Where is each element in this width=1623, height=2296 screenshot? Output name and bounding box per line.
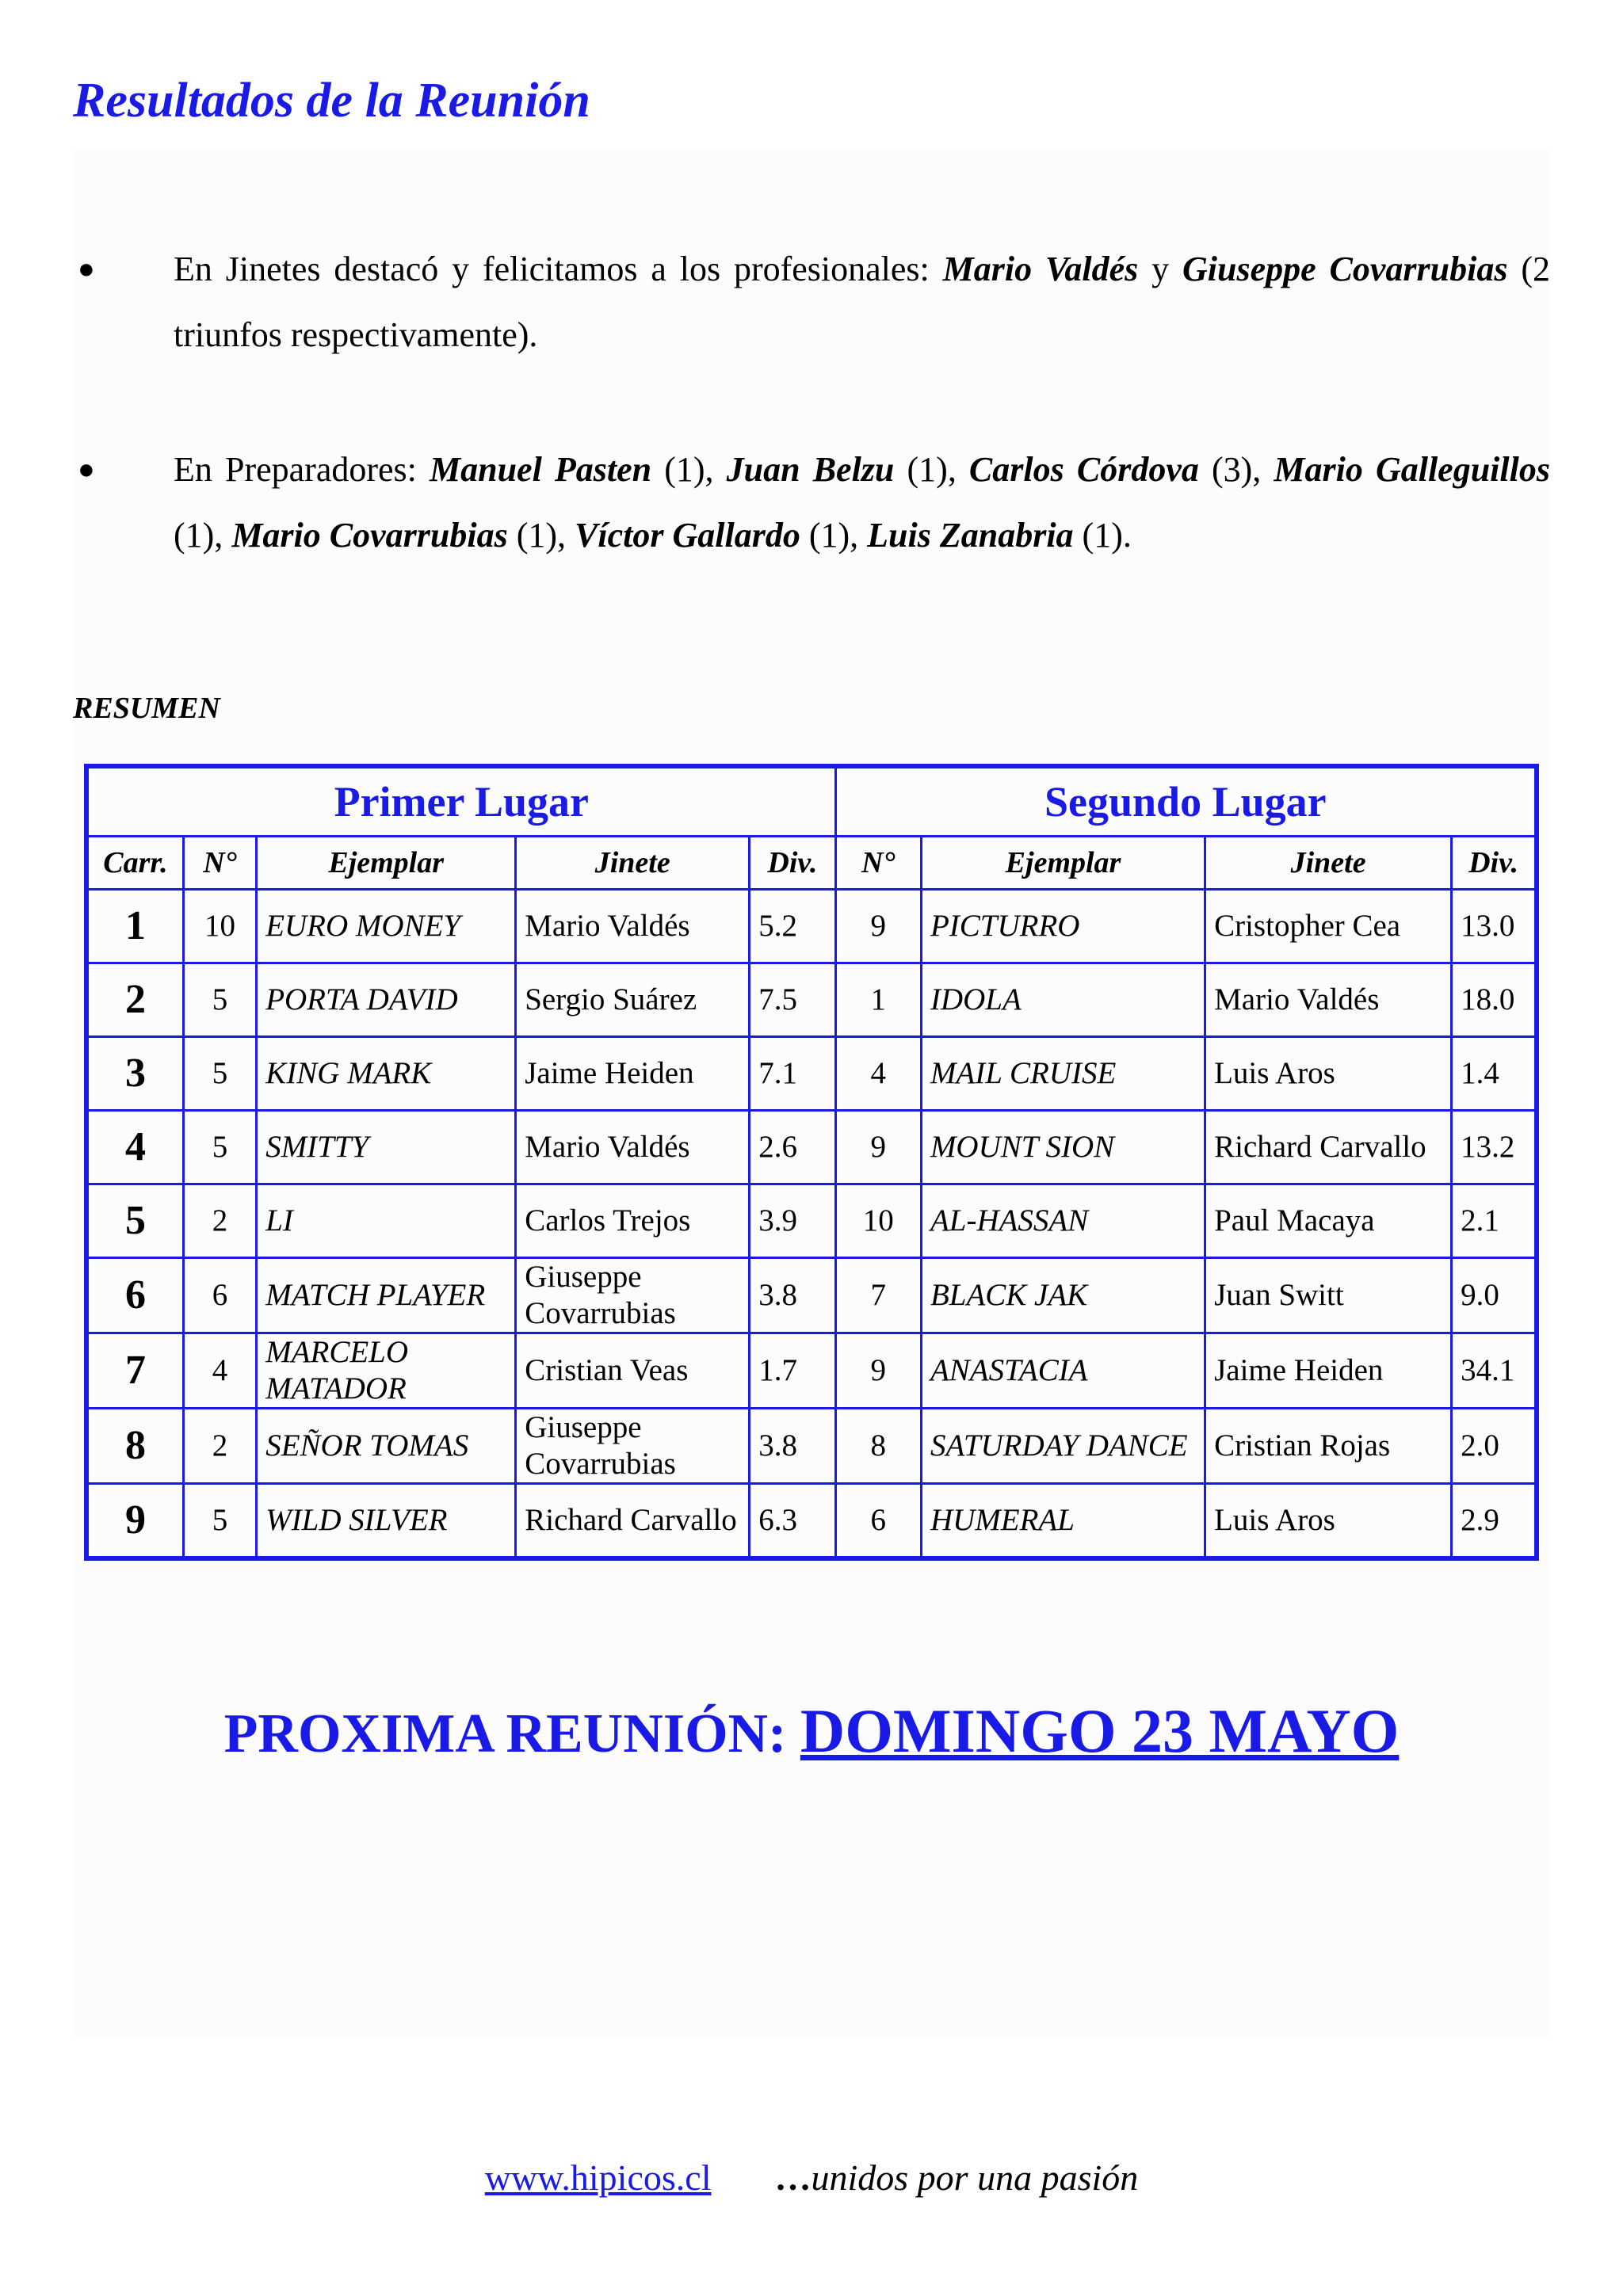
jockey-name: Giuseppe Covarrubias — [1182, 250, 1508, 288]
preparadores-paragraph — [73, 437, 1550, 568]
table-row — [86, 1037, 1537, 1111]
second-horse-cell: MAIL CRUISE — [921, 1037, 1205, 1111]
second-horse-cell: MOUNT SION — [921, 1111, 1205, 1184]
second-jockey-cell: Juan Switt — [1205, 1258, 1452, 1333]
first-jockey-cell: Cristian Veas — [516, 1333, 750, 1409]
table-row — [86, 1184, 1537, 1258]
second-jockey-cell: Paul Macaya — [1205, 1184, 1452, 1258]
col-jinete: Jinete — [1205, 837, 1452, 890]
second-dividend-cell: 18.0 — [1452, 963, 1537, 1037]
second-number-cell: 6 — [835, 1484, 921, 1559]
col-jinete: Jinete — [516, 837, 750, 890]
second-dividend-cell: 2.0 — [1452, 1409, 1537, 1484]
table-row — [86, 1484, 1537, 1559]
col-num: N° — [835, 837, 921, 890]
table-row — [86, 963, 1537, 1037]
race-number-cell: 5 — [86, 1184, 183, 1258]
first-dividend-cell: 3.8 — [750, 1258, 835, 1333]
col-ejemplar: Ejemplar — [257, 837, 516, 890]
col-div: Div. — [1452, 837, 1537, 890]
first-number-cell: 2 — [183, 1409, 256, 1484]
second-number-cell: 8 — [835, 1409, 921, 1484]
results-table — [84, 764, 1539, 1561]
second-number-cell: 10 — [835, 1184, 921, 1258]
race-number-cell: 1 — [86, 890, 183, 963]
first-number-cell: 5 — [183, 963, 256, 1037]
first-jockey-cell: Jaime Heiden — [516, 1037, 750, 1111]
first-number-cell: 10 — [183, 890, 256, 963]
first-horse-cell: PORTA DAVID — [257, 963, 516, 1037]
first-number-cell: 6 — [183, 1258, 256, 1333]
trainer-name: Víctor Gallardo — [575, 516, 800, 555]
first-number-cell: 4 — [183, 1333, 256, 1409]
first-dividend-cell: 5.2 — [750, 890, 835, 963]
footer-motto: unidos por una pasión — [811, 2157, 1139, 2198]
second-jockey-cell: Luis Aros — [1205, 1037, 1452, 1111]
first-horse-cell: LI — [257, 1184, 516, 1258]
bullet-icon: ● — [78, 453, 95, 485]
next-meeting-label: PROXIMA REUNIÓN: — [223, 1703, 800, 1764]
trainer-wins: (1), — [174, 516, 232, 555]
second-number-cell: 9 — [835, 1111, 921, 1184]
second-dividend-cell: 13.0 — [1452, 890, 1537, 963]
race-number-cell: 8 — [86, 1409, 183, 1484]
second-jockey-cell: Richard Carvallo — [1205, 1111, 1452, 1184]
second-place-header: Segundo Lugar — [835, 766, 1537, 837]
col-num: N° — [183, 837, 256, 890]
col-carr: Carr. — [86, 837, 183, 890]
resumen-label: RESUMEN — [73, 692, 220, 725]
second-number-cell: 4 — [835, 1037, 921, 1111]
table-row — [86, 1409, 1537, 1484]
second-jockey-cell: Jaime Heiden — [1205, 1333, 1452, 1409]
footer — [0, 2157, 1623, 2199]
second-jockey-cell: Luis Aros — [1205, 1484, 1452, 1559]
first-dividend-cell: 7.5 — [750, 963, 835, 1037]
first-horse-cell: EURO MONEY — [257, 890, 516, 963]
trainer-name: Juan Belzu — [726, 450, 895, 489]
next-meeting — [0, 1695, 1623, 1767]
first-horse-cell: SEÑOR TOMAS — [257, 1409, 516, 1484]
table-row — [86, 890, 1537, 963]
race-number-cell: 3 — [86, 1037, 183, 1111]
trainer-wins: (1). — [1073, 516, 1132, 555]
first-number-cell: 5 — [183, 1037, 256, 1111]
first-horse-cell: MARCELO MATADOR — [257, 1333, 516, 1409]
second-jockey-cell: Cristopher Cea — [1205, 890, 1452, 963]
second-horse-cell: HUMERAL — [921, 1484, 1205, 1559]
race-number-cell: 2 — [86, 963, 183, 1037]
first-place-header: Primer Lugar — [86, 766, 835, 837]
first-dividend-cell: 1.7 — [750, 1333, 835, 1409]
jinetes-suffix: (2 triunfos respectivamente). — [174, 250, 1550, 354]
first-jockey-cell: Mario Valdés — [516, 890, 750, 963]
page-title: Resultados de la Reunión — [73, 74, 590, 128]
first-number-cell: 5 — [183, 1484, 256, 1559]
second-dividend-cell: 1.4 — [1452, 1037, 1537, 1111]
second-dividend-cell: 9.0 — [1452, 1258, 1537, 1333]
second-horse-cell: SATURDAY DANCE — [921, 1409, 1205, 1484]
second-number-cell: 7 — [835, 1258, 921, 1333]
trainer-wins: (3), — [1198, 450, 1274, 489]
col-div: Div. — [750, 837, 835, 890]
first-number-cell: 5 — [183, 1111, 256, 1184]
first-horse-cell: SMITTY — [257, 1111, 516, 1184]
second-horse-cell: PICTURRO — [921, 890, 1205, 963]
second-dividend-cell: 34.1 — [1452, 1333, 1537, 1409]
trainer-name: Mario Galleguillos — [1274, 450, 1550, 489]
first-dividend-cell: 2.6 — [750, 1111, 835, 1184]
race-number-cell: 9 — [86, 1484, 183, 1559]
second-horse-cell: BLACK JAK — [921, 1258, 1205, 1333]
first-jockey-cell: Carlos Trejos — [516, 1184, 750, 1258]
race-number-cell: 4 — [86, 1111, 183, 1184]
first-dividend-cell: 7.1 — [750, 1037, 835, 1111]
footer-ellipsis: … — [774, 2157, 812, 2198]
conjunction: y — [1138, 250, 1183, 288]
second-horse-cell: AL-HASSAN — [921, 1184, 1205, 1258]
first-jockey-cell: Richard Carvallo — [516, 1484, 750, 1559]
trainer-name: Carlos Córdova — [968, 450, 1199, 489]
results-body — [86, 890, 1537, 1559]
next-meeting-date: DOMINGO 23 MAYO — [800, 1696, 1400, 1765]
first-jockey-cell: Giuseppe Covarrubias — [516, 1258, 750, 1333]
preparadores-prefix: En Preparadores: — [174, 450, 430, 489]
race-number-cell: 7 — [86, 1333, 183, 1409]
preparadores-text — [174, 437, 1550, 568]
first-horse-cell: KING MARK — [257, 1037, 516, 1111]
first-dividend-cell: 6.3 — [750, 1484, 835, 1559]
first-number-cell: 2 — [183, 1184, 256, 1258]
second-horse-cell: ANASTACIA — [921, 1333, 1205, 1409]
second-number-cell: 9 — [835, 890, 921, 963]
trainer-name: Manuel Pasten — [429, 450, 652, 489]
trainer-wins: (1), — [894, 450, 969, 489]
second-jockey-cell: Mario Valdés — [1205, 963, 1452, 1037]
first-jockey-cell: Mario Valdés — [516, 1111, 750, 1184]
table-row — [86, 1258, 1537, 1333]
bullet-icon: ● — [78, 253, 95, 284]
jinetes-text — [174, 236, 1550, 368]
first-dividend-cell: 3.8 — [750, 1409, 835, 1484]
trainer-wins: (1), — [800, 516, 868, 555]
race-number-cell: 6 — [86, 1258, 183, 1333]
trainer-wins: (1), — [507, 516, 575, 555]
first-horse-cell: WILD SILVER — [257, 1484, 516, 1559]
table-row — [86, 1111, 1537, 1184]
jinetes-paragraph — [73, 236, 1550, 368]
first-jockey-cell: Sergio Suárez — [516, 963, 750, 1037]
second-dividend-cell: 2.9 — [1452, 1484, 1537, 1559]
col-ejemplar: Ejemplar — [921, 837, 1205, 890]
trainer-name: Mario Covarrubias — [231, 516, 508, 555]
second-dividend-cell: 2.1 — [1452, 1184, 1537, 1258]
jinetes-prefix: En Jinetes destacó y felicitamos a los profesionales: — [174, 250, 943, 288]
second-dividend-cell: 13.2 — [1452, 1111, 1537, 1184]
first-dividend-cell: 3.9 — [750, 1184, 835, 1258]
trainer-name: Luis Zanabria — [867, 516, 1074, 555]
table-row — [86, 1333, 1537, 1409]
first-horse-cell: MATCH PLAYER — [257, 1258, 516, 1333]
second-jockey-cell: Cristian Rojas — [1205, 1409, 1452, 1484]
second-number-cell: 9 — [835, 1333, 921, 1409]
second-horse-cell: IDOLA — [921, 963, 1205, 1037]
first-jockey-cell: Giuseppe Covarrubias — [516, 1409, 750, 1484]
website-link[interactable]: www.hipicos.cl — [484, 2157, 712, 2198]
jockey-name: Mario Valdés — [942, 250, 1139, 288]
trainer-wins: (1), — [651, 450, 727, 489]
second-number-cell: 1 — [835, 963, 921, 1037]
